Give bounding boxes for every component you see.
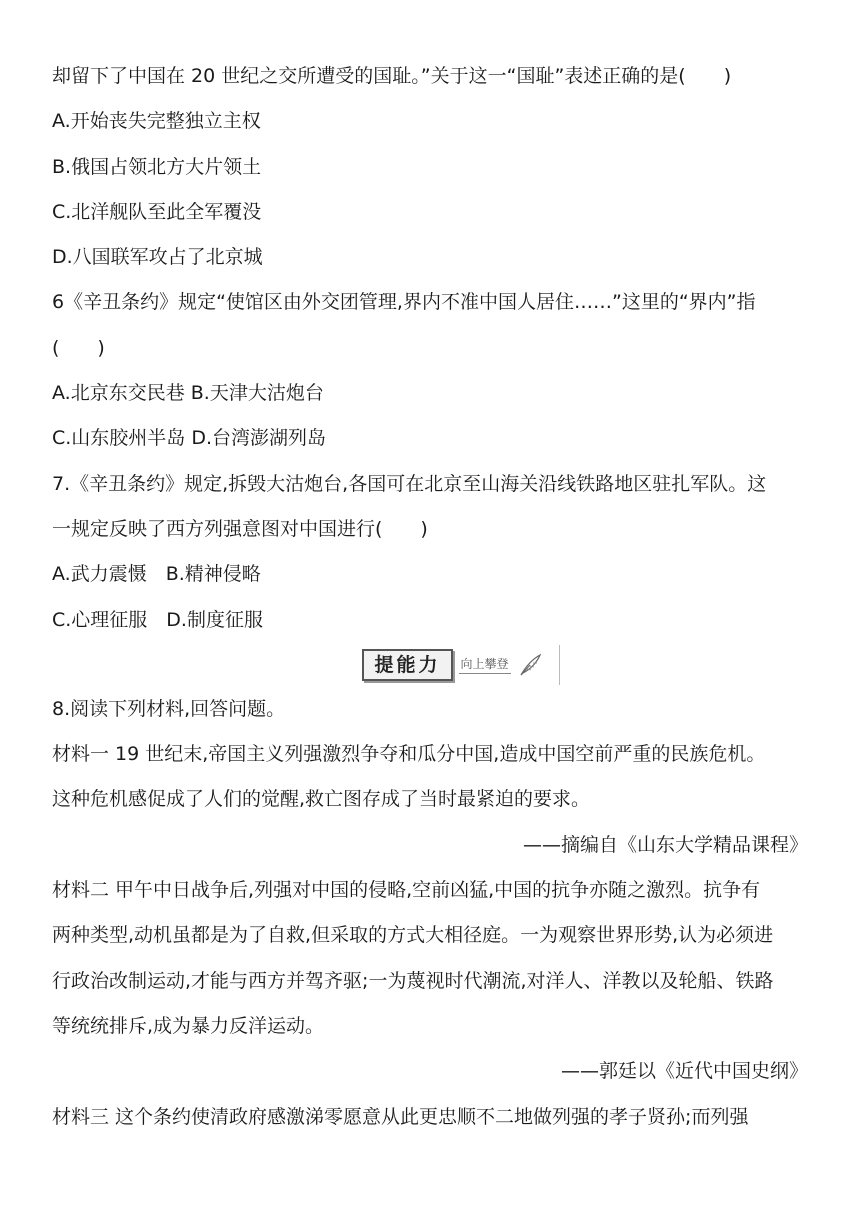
option-a: A.开始丧失完整独立主权 [52, 110, 261, 133]
option-c: C.北洋舰队至此全军覆没 [52, 200, 262, 223]
section-banner [52, 643, 810, 687]
question-6-blank: ( ) [52, 336, 105, 359]
question-8: 8.阅读下列材料,回答问题。 [52, 697, 286, 720]
q7-options-cd: C.心理征服 D.制度征服 [52, 608, 263, 631]
material-2-cont-2: 行政治改制运动,才能与西方并驾齐驱;一为蔑视时代潮流,对洋人、洋教以及轮船、铁路 [52, 969, 774, 992]
option-b: B.俄国占领北方大片领土 [52, 155, 262, 178]
material-1-cont: 这种危机感促成了人们的觉醒,救亡图存成了当时最紧迫的要求。 [52, 788, 591, 811]
material-1-source: ——摘编自《山东大学精品课程》 [522, 833, 808, 856]
text-line: 却留下了中国在 20 世纪之交所遭受的国耻。”关于这一“国耻”表述正确的是( ) [52, 65, 732, 87]
quill-pen-icon [517, 652, 543, 678]
q6-options-cd: C.山东胶州半岛 D.台湾澎湖列岛 [52, 427, 327, 450]
banner-group [362, 645, 559, 685]
material-2-cont-1: 两种类型,动机虽都是为了自救,但采取的方式大相径庭。一为观察世界形势,认为必须进 [52, 924, 774, 947]
banner-title: 提能力 [362, 649, 452, 681]
question-7: 7.《辛丑条约》规定,拆毁大沽炮台,各国可在北京至山海关沿线铁路地区驻扎军队。这 [52, 472, 767, 495]
question-6: 6《辛丑条约》规定“使馆区由外交团管理,界内不准中国人居住……”这里的“界内”指 [52, 291, 756, 314]
question-7-cont: 一规定反映了西方列强意图对中国进行( ) [52, 517, 428, 540]
material-2-source: ——郭廷以《近代中国史纲》 [560, 1060, 808, 1083]
material-1: 材料一 19 世纪末,帝国主义列强激烈争夺和瓜分中国,造成中国空前严重的民族危机。 [52, 743, 766, 766]
material-3: 材料三 这个条约使清政府感激涕零愿意从此更忠顺不二地做列强的孝子贤孙;而列强 [52, 1105, 749, 1128]
material-2-cont-3: 等统统排斥,成为暴力反洋运动。 [52, 1014, 325, 1037]
banner-divider [559, 645, 560, 685]
q7-options-ab: A.武力震慑 B.精神侵略 [52, 563, 261, 586]
q6-options-ab: A.北京东交民巷 B.天津大沽炮台 [52, 382, 324, 405]
banner-subtitle: 向上攀登 [459, 655, 511, 674]
material-2: 材料二 甲午中日战争后,列强对中国的侵略,空前凶猛,中国的抗争亦随之激烈。抗争有 [52, 879, 761, 902]
option-d: D.八国联军攻占了北京城 [52, 246, 263, 269]
